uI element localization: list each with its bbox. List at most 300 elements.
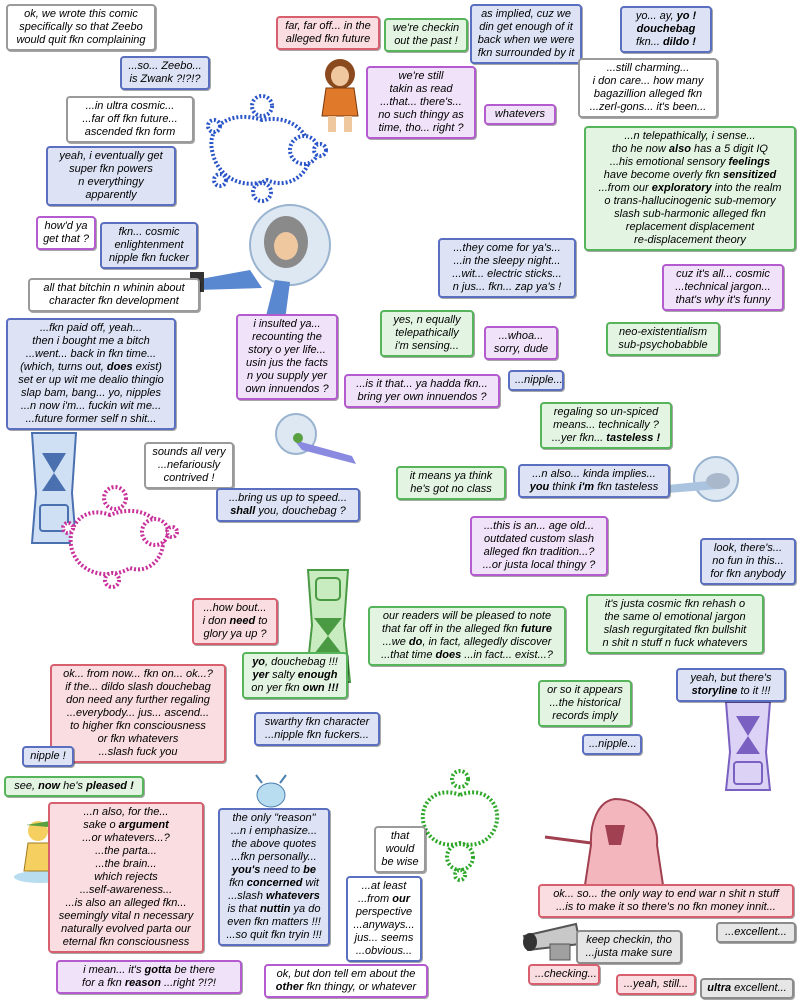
bubble-line: he's got no class (410, 483, 492, 495)
bubble-text: be there (171, 964, 215, 976)
bubble-line: or so it appears (547, 684, 623, 696)
bubble-line: fkn... cosmic (118, 226, 180, 238)
bubble-line: ...is also an alleged fkn... (65, 897, 187, 909)
speech-bubble (344, 374, 500, 408)
bubble-swimmer-icon (272, 410, 362, 470)
bubble-line: replacement displacement (625, 221, 755, 233)
bubble-text: you, douchebag ? (255, 505, 346, 517)
bubble-text: exist) (132, 361, 162, 373)
bubble-text: ...yer fkn... (551, 432, 607, 444)
speech-bubble (438, 238, 576, 298)
bubble-line (591, 182, 789, 195)
bubble-line: that (390, 830, 410, 842)
bubble-text: sake o (83, 819, 119, 831)
bubble-line (591, 169, 789, 182)
speech-bubble (700, 978, 794, 999)
speech-bubble (396, 466, 506, 500)
speech-bubble (242, 652, 348, 699)
bubble-line: ...far off fkn future... (82, 113, 178, 125)
bubble-creature-icon (668, 455, 748, 510)
tiki-totem-purple-icon (722, 702, 774, 792)
bubble-line: slash sub-harmonic alleged fkn (614, 208, 766, 220)
bubble-line: neo-existentialism (618, 326, 708, 338)
speech-bubble (368, 606, 566, 666)
bubble-line (225, 890, 323, 903)
speech-bubble (144, 442, 234, 489)
speech-bubble (56, 960, 242, 994)
bubble-line: ...or whatevers...? (82, 832, 170, 844)
bubble-line (13, 361, 169, 374)
speech-bubble (236, 314, 338, 400)
bubble-line (225, 877, 323, 890)
bubble-line: would quit fkn complaining (16, 34, 146, 46)
speech-bubble (216, 488, 360, 522)
bubble-line (707, 982, 787, 995)
bubble-emphasis: enough (297, 669, 338, 681)
bubble-line: sounds all very (152, 446, 226, 458)
bubble-line (249, 682, 341, 695)
bubble-line: ...so... Zeebo... (128, 60, 202, 72)
bubble-line (591, 143, 789, 156)
bubble-line: time, tho... right ? (378, 122, 464, 134)
bubble-line: keep checkin, tho (586, 934, 672, 946)
bubble-emphasis: whatevers (266, 890, 320, 902)
bubble-line: the above quotes (231, 838, 317, 850)
speech-bubble (538, 884, 794, 918)
bubble-line: ...nipple... (589, 738, 637, 750)
bubble-line: no such thingy as (378, 109, 464, 121)
speech-bubble (4, 776, 144, 797)
bubble-line (63, 964, 235, 977)
bubble-line: it's justa cosmic fkn rehash o (604, 598, 746, 610)
bubble-line: n you supply yer (246, 370, 328, 382)
bubble-line: as implied, cuz we (481, 8, 571, 20)
bubble-emphasis: i'm (578, 481, 595, 493)
speech-bubble (470, 4, 582, 64)
bubble-line: ...nipple... (515, 374, 563, 386)
bubble-text: ...right ?!?! (160, 977, 216, 989)
bubble-text: ...from (358, 893, 393, 905)
bubble-line: usin jus the facts (246, 357, 328, 369)
bubble-line (11, 780, 137, 793)
bubble-line: bring yer own innuendos ? (357, 391, 487, 403)
bubble-emphasis: dildo ! (662, 36, 696, 48)
bubble-line: apparently (85, 189, 137, 201)
bubble-line: ...zerl-gons... it's been... (589, 101, 707, 113)
speech-bubble (586, 594, 764, 654)
bubble-line (375, 649, 559, 662)
bubble-line: for fkn anybody (710, 568, 786, 580)
bubble-text: on yer fkn (251, 682, 303, 694)
bubble-line (547, 432, 665, 445)
bubble-line: outdated custom slash (483, 533, 595, 545)
bubble-line: the only "reason" (232, 812, 316, 824)
bubble-emphasis: yer (252, 669, 270, 681)
bubble-line (683, 685, 779, 698)
bubble-line: don need any further regaling (66, 694, 210, 706)
speech-bubble (46, 146, 176, 206)
bubble-line (63, 977, 235, 990)
bubble-line: ...bring us up to speed... (228, 492, 348, 504)
bubble-emphasis: our (392, 893, 410, 905)
bubble-line: perspective (355, 906, 413, 918)
bubble-line: means... technically ? (553, 419, 659, 431)
bubble-line: n everythingy (78, 176, 144, 188)
bubble-line (627, 10, 705, 23)
bubble-emphasis: you's (232, 864, 261, 876)
bubble-text: fkn (229, 877, 247, 889)
bubble-line: ok... from now... fkn on... ok...? (63, 668, 213, 680)
speech-bubble (50, 664, 226, 763)
bubble-line: ...n now i'm... fuckin wit me... (20, 400, 162, 412)
bubble-line: how'd ya (44, 220, 88, 232)
speech-bubble (582, 734, 642, 755)
bubble-text: that far off in the alleged fkn (382, 623, 521, 635)
bubble-line: slash regurgitated fkn bullshit (603, 624, 747, 636)
speech-bubble (254, 712, 380, 746)
bubble-line: bagazillion alleged fkn (593, 88, 703, 100)
bubble-line (375, 623, 559, 636)
bubble-emphasis: pleased ! (86, 780, 134, 792)
speech-bubble (6, 4, 156, 51)
bubble-text: ...in fact... exist...? (461, 649, 553, 661)
bubble-text: into the realm (711, 182, 782, 194)
pink-hooded-figure-icon (545, 795, 685, 887)
bubble-emphasis: other (275, 981, 304, 993)
bubble-line: set er up wit me dealio thingio (18, 374, 164, 386)
bubble-emphasis: ultra (707, 982, 732, 994)
bubble-line: ...future former self n shit... (25, 413, 157, 425)
bubble-line: telepathically (395, 327, 459, 339)
bubble-emphasis: douchebag (636, 23, 696, 35)
bubble-line (353, 893, 415, 906)
bubble-text: has a 5 digit IQ (690, 143, 768, 155)
floating-bubble-figure-icon (190, 200, 335, 320)
bubble-line: takin as read (389, 83, 453, 95)
bubble-emphasis: sensitized (723, 169, 777, 181)
bubble-line (525, 481, 663, 494)
speech-bubble (346, 876, 422, 962)
bubble-emphasis: yo ! (676, 10, 697, 22)
bubble-line: eternal fkn consciousness (62, 936, 190, 948)
bubble-line: ...the brain... (95, 858, 157, 870)
bubble-line: din get enough of it (479, 21, 573, 33)
bubble-text: see, (14, 780, 39, 792)
bubble-text: ...we (382, 636, 409, 648)
bubble-emphasis: does (435, 649, 462, 661)
bubble-text: think (549, 481, 579, 493)
bubble-line: ...whoa... (498, 330, 544, 342)
bubble-text: is that (227, 903, 260, 915)
speech-bubble (380, 310, 474, 357)
speech-bubble (100, 222, 198, 269)
bubble-line: ...anyways... (353, 919, 415, 931)
bubble-text: ...his emotional sensory (609, 156, 729, 168)
bubble-text: he's (60, 780, 87, 792)
bubble-line: the same ol emotional jargon (604, 611, 746, 623)
bubble-emphasis: reason (124, 977, 161, 989)
bubble-text: ya do (290, 903, 321, 915)
speech-bubble (28, 278, 200, 312)
bubble-text: salty (269, 669, 298, 681)
speech-bubble (264, 964, 428, 998)
bubble-line (375, 636, 559, 649)
bubble-line: o trans-hallucinogenic sub-memory (604, 195, 776, 207)
bubble-line: ...this is an... age old... (483, 520, 595, 532)
bubble-line (223, 505, 353, 518)
bubble-line: would (385, 843, 415, 855)
bubble-line: n shit n stuff n fuck whatevers (602, 637, 748, 649)
bubble-emphasis: now (38, 780, 61, 792)
bubble-emphasis: future (520, 623, 552, 635)
speech-bubble (606, 322, 720, 356)
bubble-text: i mean... it's (83, 964, 145, 976)
bubble-line: yeah, but there's (690, 672, 772, 684)
robot-alien-icon (248, 775, 294, 811)
bubble-line: swarthy fkn character (264, 716, 370, 728)
bubble-line (591, 156, 789, 169)
bubble-line: even fkn matters !!! (227, 916, 321, 928)
bubble-text: ...that time (381, 649, 436, 661)
bubble-line: our readers will be pleased to note (382, 610, 552, 622)
speech-bubble (576, 930, 682, 964)
bubble-emphasis: concerned (246, 877, 303, 889)
bubble-line: which rejects (94, 871, 158, 883)
bubble-line: ...fkn personally... (231, 851, 317, 863)
bubble-line: naturally evolved parta our (61, 923, 191, 935)
bubble-line: recounting the (252, 331, 322, 343)
bubble-line: alleged fkn future (285, 33, 371, 45)
bubble-line: nipple ! (30, 750, 66, 762)
bubble-emphasis: yo (252, 656, 266, 668)
bubble-line: ...nipple fkn fuckers... (265, 729, 369, 741)
bubble-line: ...n i emphasize... (230, 825, 318, 837)
bubble-line: i'm sensing... (395, 340, 459, 352)
bubble-line: specifically so that Zeebo (19, 21, 143, 33)
bubble-text: fkn tasteless (594, 481, 659, 493)
bubble-line: ...or justa local thingy ? (482, 559, 596, 571)
bubble-emphasis: need (229, 615, 256, 627)
bubble-emphasis: argument (118, 819, 169, 831)
bubble-line: we're still (398, 70, 444, 82)
bubble-line: ...yeah, still... (623, 978, 689, 990)
bubble-line: ...went... back in fkn time... (25, 348, 157, 360)
bubble-line: look, there's... (713, 542, 783, 554)
bubble-line: ...slash fuck you (98, 746, 178, 758)
speech-bubble (518, 464, 670, 498)
speech-bubble (528, 964, 600, 985)
bubble-emphasis: own !!! (302, 682, 339, 694)
bubble-line: is Zwank ?!?!? (129, 73, 201, 85)
bubble-line (627, 36, 705, 49)
speech-bubble (22, 746, 74, 767)
speech-bubble (540, 402, 672, 449)
bubble-text: excellent... (731, 982, 787, 994)
bubble-emphasis: exploratory (651, 182, 712, 194)
bubble-line (199, 615, 271, 628)
bubble-text: i don (202, 615, 230, 627)
speech-bubble (276, 16, 380, 50)
bubble-line: ...the historical (549, 697, 621, 709)
bubble-line: get that ? (43, 233, 89, 245)
bubble-line: ...is it that... ya hadda fkn... (356, 378, 488, 390)
bubble-line (55, 819, 197, 832)
bubble-line: ...they come for ya's... (453, 242, 561, 254)
bubble-line: ok, but don tell em about the (276, 968, 416, 980)
bubble-emphasis: shall (230, 505, 256, 517)
bubble-line: ...obvious... (355, 945, 413, 957)
speech-bubble (48, 802, 204, 953)
bubble-text: ...slash (228, 890, 267, 902)
bubble-line: ...technical jargon... (675, 281, 771, 293)
speech-bubble (616, 974, 696, 995)
bubble-line: i insulted ya... (253, 318, 321, 330)
bubble-line: ok, we wrote this comic (24, 8, 138, 20)
speech-bubble (6, 318, 176, 430)
bubble-emphasis: you (529, 481, 550, 493)
speech-bubble (374, 826, 426, 873)
bubble-line: far, far off... in the (285, 20, 371, 32)
bubble-line: ...wit... electric sticks... (452, 268, 562, 280)
bubble-line (225, 864, 323, 877)
bubble-line: own innuendos ? (245, 383, 329, 395)
speech-bubble (578, 58, 718, 118)
bubble-text: tho he now (612, 143, 669, 155)
bubble-line: i don care... how many (592, 75, 704, 87)
bubble-line: ...justa make sure (585, 947, 673, 959)
bubble-line: glory ya up ? (203, 628, 267, 640)
speech-bubble (384, 18, 468, 52)
bubble-line: yes, n equally (393, 314, 461, 326)
bubble-line: it means ya think (409, 470, 493, 482)
speech-bubble (66, 96, 194, 143)
bubble-line: ...nefariously (157, 459, 221, 471)
speech-bubble (508, 370, 564, 391)
bubble-line: ...checking... (535, 968, 597, 980)
speech-bubble (218, 808, 330, 946)
bubble-line: jus... seems (354, 932, 414, 944)
bubble-line: ...n also, for the... (83, 806, 169, 818)
bubble-line: ...n telepathically, i sense... (624, 130, 756, 142)
bubble-line: ...excellent... (725, 926, 787, 938)
bubble-line: records imply (552, 710, 618, 722)
speech-bubble (470, 516, 608, 576)
bubble-line: ...fkn paid off, yeah... (39, 322, 143, 334)
bubble-line: all that bitchin n whinin about (43, 282, 185, 294)
bubble-text: wit (302, 877, 319, 889)
speech-bubble (120, 56, 210, 90)
bubble-text: have become overly fkn (603, 169, 724, 181)
bubble-line: ...n also... kinda implies... (532, 468, 656, 480)
bubble-text: (which, turns out, (20, 361, 107, 373)
bubble-line: ...still charming... (606, 62, 690, 74)
fractal-blue-icon (192, 80, 332, 205)
bubble-line: ...at least (361, 880, 407, 892)
bubble-emphasis: be (303, 864, 316, 876)
bubble-emphasis: nuttin (259, 903, 291, 915)
bubble-text: fkn thingy, or whatever (303, 981, 417, 993)
bubble-line: story o yer life... (248, 344, 326, 356)
bubble-line: yeah, i eventually get (59, 150, 163, 162)
bubble-line: or fkn whatevers (97, 733, 179, 745)
bubble-text: fkn... (636, 36, 663, 48)
caveman-figure-icon (314, 56, 366, 136)
bubble-line: sub-psychobabble (618, 339, 708, 351)
speech-bubble (484, 104, 556, 125)
bubble-line: ...in the sleepy night... (453, 255, 561, 267)
bubble-line: back when we were (477, 34, 575, 46)
bubble-line: if the... dildo slash douchebag (65, 681, 211, 693)
bubble-text: , in fact, allegedly discover (422, 636, 552, 648)
bubble-line: ...so quit fkn tryin !!! (226, 929, 322, 941)
speech-bubble (700, 538, 796, 585)
bubble-line (271, 981, 421, 994)
bubble-emphasis: storyline (691, 685, 738, 697)
bubble-line (249, 669, 341, 682)
bubble-line: ...in ultra cosmic... (85, 100, 175, 112)
speech-bubble (584, 126, 796, 251)
bubble-line (225, 903, 323, 916)
bubble-line: fkn surrounded by it (477, 47, 575, 59)
speech-bubble (676, 668, 786, 702)
bubble-line: seemingly vital n necessary (58, 910, 194, 922)
speech-bubble (716, 922, 796, 943)
speech-bubble (192, 598, 278, 645)
bubble-text: yo... ay, (635, 10, 677, 22)
bubble-emphasis: does (106, 361, 133, 373)
bubble-text: ...from our (598, 182, 652, 194)
bubble-text: to (255, 615, 268, 627)
bubble-emphasis: do (408, 636, 423, 648)
bubble-line: whatevers (494, 108, 546, 120)
bubble-emphasis: gotta (144, 964, 172, 976)
bubble-line: that's why it's funny (675, 294, 771, 306)
bubble-line: alleged fkn tradition...? (483, 546, 595, 558)
bubble-line: slap bam, bang... yo, nipples (20, 387, 162, 399)
bubble-line: cuz it's all... cosmic (676, 268, 770, 280)
bubble-emphasis: feelings (728, 156, 771, 168)
speech-bubble (366, 66, 476, 139)
bubble-line: ok... so... the only way to end war n shit n stuff (553, 888, 779, 900)
speech-bubble (538, 680, 632, 727)
bubble-line: ...everybody... jus... ascend... (66, 707, 210, 719)
bubble-emphasis: also (668, 143, 691, 155)
bubble-line: contrived ! (163, 472, 215, 484)
speech-bubble (620, 6, 712, 53)
bubble-text: , douchebag !!! (265, 656, 338, 668)
bubble-emphasis: tasteless ! (606, 432, 661, 444)
bubble-line: ...how bout... (203, 602, 267, 614)
bubble-line (249, 656, 341, 669)
bubble-line: sorry, dude (493, 343, 549, 355)
speech-bubble (484, 326, 558, 360)
bubble-line: ...that... there's... (380, 96, 462, 108)
bubble-line: n jus... fkn... zap ya's ! (452, 281, 562, 293)
bubble-line: be wise (381, 856, 419, 868)
bubble-line: ...the parta... (95, 845, 157, 857)
bubble-line: re-displacement theory (634, 234, 746, 246)
bubble-line: character fkn development (49, 295, 179, 307)
bubble-line: ...is to make it so there's no fkn money innit... (556, 901, 776, 913)
bubble-line: regaling so un-spiced (553, 406, 659, 418)
bubble-line: we're checkin (392, 22, 460, 34)
speech-bubble (662, 264, 784, 311)
speech-bubble (36, 216, 96, 250)
bubble-line: nipple fkn fucker (108, 252, 190, 264)
bubble-line: no fun in this... (712, 555, 784, 567)
bubble-line: super fkn powers (69, 163, 153, 175)
bubble-text: to it !!! (737, 685, 771, 697)
